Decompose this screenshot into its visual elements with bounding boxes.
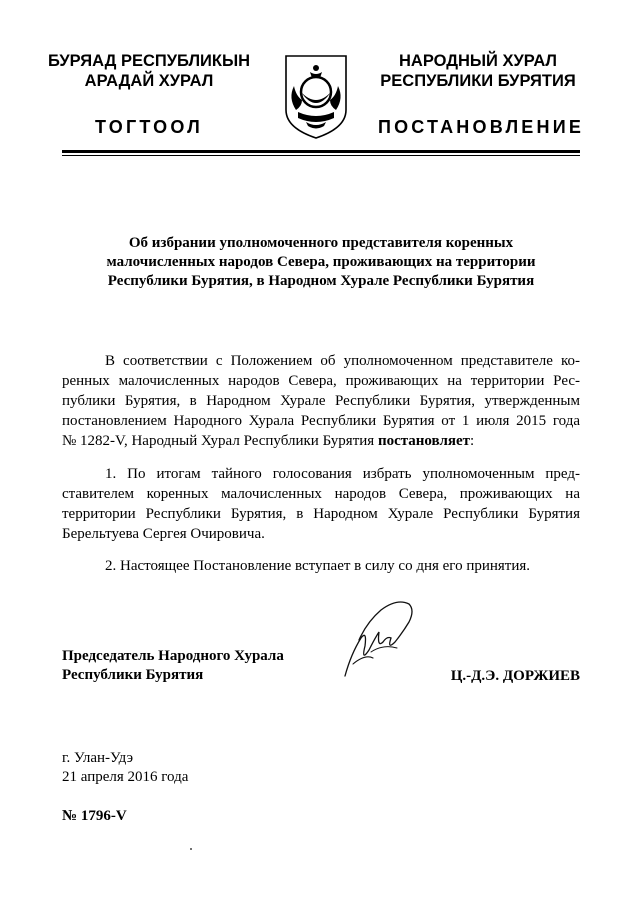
paragraph-1-line: В соответствии с Положением об уполномоченном представителе ко- bbox=[105, 353, 580, 369]
paragraph-3: 2. Настоящее Постановление вступает в силу со дня его принятия. bbox=[105, 558, 531, 574]
buryat-parliament-name-line2: АРАДАЙ ХУРАЛ bbox=[84, 72, 214, 90]
paragraph-1-last-line bbox=[62, 432, 580, 451]
title-line: Об избрании уполномоченного представителя коренных bbox=[128, 235, 514, 251]
title-line: малочисленных народов Севера, проживающих на территории bbox=[106, 254, 536, 270]
header-divider-thin bbox=[62, 155, 580, 156]
signatory-name: Ц.-Д.Э. ДОРЖИЕВ bbox=[450, 668, 580, 684]
document-number: № 1796-V bbox=[62, 808, 127, 824]
document-title bbox=[70, 234, 572, 291]
paragraph-1-line: публики Бурятия, в Народном Хурале Республики Бурятия, утвержденным bbox=[62, 393, 580, 409]
paragraph-1-text: № 1282-V, Народный Хурал Республики Бурятия bbox=[62, 433, 378, 449]
resolves-keyword: постановляет bbox=[377, 433, 471, 449]
signatory-position-line: Республики Бурятия bbox=[62, 667, 204, 683]
header-divider-thick bbox=[62, 150, 580, 153]
signatory-position bbox=[62, 647, 284, 685]
paragraph-2-line: территории Республики Бурятия, в Народном Хурале Республики Бурятия bbox=[62, 506, 580, 522]
scan-speck bbox=[190, 848, 192, 850]
buryat-parliament-name-line1: БУРЯАД РЕСПУБЛИКЫН bbox=[47, 52, 251, 70]
paragraph-1-colon: : bbox=[470, 433, 475, 449]
russian-parliament-name-line1: НАРОДНЫЙ ХУРАЛ bbox=[398, 52, 558, 70]
date: 21 апреля 2016 года bbox=[62, 769, 189, 785]
place-and-date bbox=[62, 749, 188, 787]
buryat-document-type: ТОГТООЛ bbox=[95, 117, 203, 137]
paragraph-1-line: постановлением Народного Хурала Республики Бурятия от 1 июля 2015 года bbox=[62, 413, 580, 429]
title-line: Республики Бурятия, в Народном Хурале Республики Бурятия bbox=[107, 273, 535, 289]
paragraph-1-line: ренных малочисленных народов Севера, проживающих на территории Рес- bbox=[62, 373, 580, 389]
city: г. Улан-Удэ bbox=[62, 750, 134, 766]
coat-of-arms-icon bbox=[280, 48, 352, 140]
paragraph-2-line: Берельтуева Сергея Очировича. bbox=[62, 526, 265, 542]
signatory-position-line: Председатель Народного Хурала bbox=[62, 648, 284, 664]
russian-document-type: ПОСТАНОВЛЕНИЕ bbox=[377, 117, 585, 137]
paragraph-2-line: 1. По итогам тайного голосования избрать уполномоченным пред- bbox=[105, 466, 580, 482]
russian-parliament-name-line2: РЕСПУБЛИКИ БУРЯТИЯ bbox=[380, 72, 576, 90]
handwritten-signature bbox=[325, 592, 425, 688]
paragraph-2-line: ставителем коренных малочисленных народов Севера, проживающих на bbox=[62, 486, 580, 502]
